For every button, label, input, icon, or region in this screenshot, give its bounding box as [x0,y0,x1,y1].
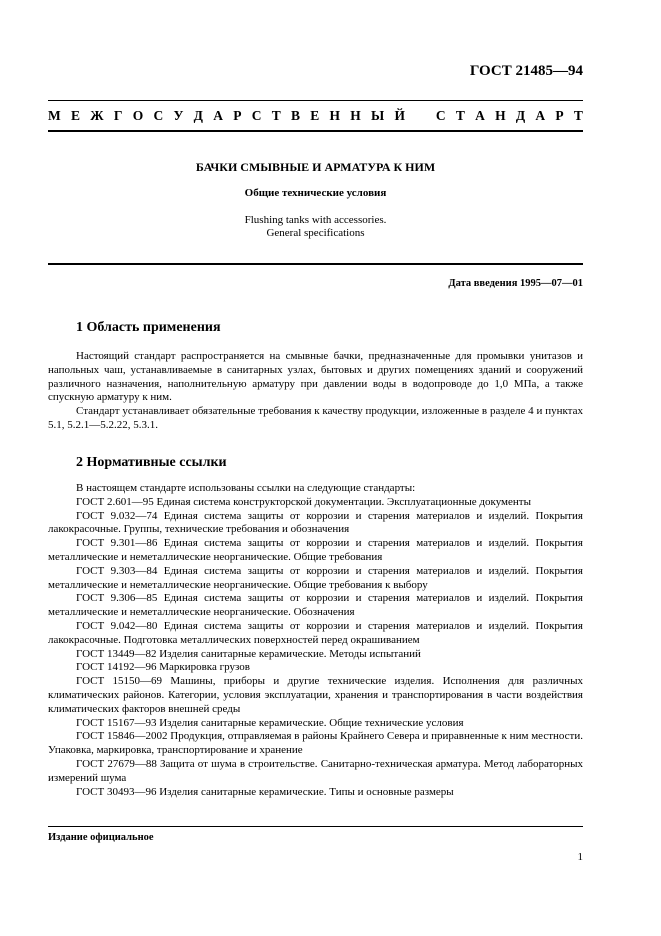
english-title-line1: Flushing tanks with accessories. [244,214,387,226]
band-letter: Й [394,108,406,123]
band-letter: Т [573,108,583,123]
reference-item: ГОСТ 9.306—85 Единая система защиты от коррозии и старения материалов и изделий. Покрытия металлические и неметаллические неорганические. Обозначения [48,592,583,619]
band-letter: О [132,108,144,123]
reference-item: ГОСТ 15167—93 Изделия санитарные керамические. Общие технические условия [76,716,464,729]
reference-item: ГОСТ 9.301—86 Единая система защиты от коррозии и старения материалов и изделий. Покрытия металлические и неметаллические неорганические. Общие требования [48,537,583,563]
reference-item: ГОСТ 13449—82 Изделия санитарные керамические. Методы испытаний [76,647,421,660]
band-letter: С [251,108,262,123]
band-letter: В [290,108,300,123]
paragraph: Настоящий стандарт распространяется на смывные бачки, предназначенные для промывки унитазов и напольных чаш, устанавливаемые в санитарных узлах, бытовых и других помещениях зданий и сооружений различного назначения, наполнительную арматуру при давлении воды в водопроводе до 1,0 МПа, а также спускную арматуру к ним. [48,350,583,404]
title-rule [48,263,583,265]
band-letter: Н [329,108,341,123]
band-letter: А [475,108,485,123]
band-letter: А [535,108,546,123]
interstate-standard-band [48,108,583,124]
band-letter: М [48,108,61,123]
page-number: 1 [577,851,583,863]
footer-rule [48,826,583,827]
reference-item: ГОСТ 30493—96 Изделия санитарные керамические. Типы и основные размеры [76,785,454,798]
reference-item: ГОСТ 27679—88 Защита от шума в строительстве. Санитарно-техническая арматура. Метод лабораторных измерений шума [48,757,583,784]
band-letter: У [173,108,184,123]
band-letter: Н [350,108,361,123]
reference-item: ГОСТ 9.032—74 Единая система защиты от коррозии и старения материалов и изделий. Покрытия лакокрасочные. Группы, технические требования и обозначения [48,509,583,536]
band-letter: Т [271,108,281,123]
band-letter: Р [555,108,564,123]
english-title-line2: General specifications [266,227,365,239]
band-letter: Н [495,108,506,123]
reference-item: ГОСТ 9.303—84 Единая система защиты от коррозии и старения материалов и изделий. Покрытия металлические и неметаллические неорганические. Общие требования к выбору [48,564,583,591]
band-letter: С [153,108,164,123]
band-letter: Р [233,108,242,123]
reference-item: ГОСТ 14192—96 Маркировка грузов [76,661,250,674]
section-2-heading: 2 Нормативные ссылки [76,455,227,470]
band-letter: Д [515,108,526,123]
document-code: ГОСТ 21485—94 [469,63,583,79]
section-1-heading: 1 Область применения [76,320,221,335]
band-letter: Е [71,108,81,123]
document-title: БАЧКИ СМЫВНЫЕ И АРМАТУРА К НИМ [195,160,436,174]
band-letter: С [435,108,446,123]
band-letter: Ы [371,108,385,123]
band-letter: Д [193,108,203,123]
band-letter: Е [310,108,320,123]
band-letter: Т [455,108,465,123]
band-letter: Г [113,108,123,123]
header-rule-top [48,100,583,101]
reference-item: ГОСТ 9.042—80 Единая система защиты от коррозии и старения материалов и изделий. Покрытия лакокрасочные. Подготовка металлических поверхностей перед окрашиванием [48,619,583,646]
section-2-body [48,482,583,799]
document-subtitle: Общие технические условия [244,187,387,199]
paragraph: В настоящем стандарте использованы ссылки на следующие стандарты: [76,482,416,494]
band-letter: А [213,108,223,123]
section-1-body [48,350,583,433]
reference-item: ГОСТ 2.601—95 Единая система конструкторской документации. Эксплуатационные документы [76,495,531,508]
edition-label: Издание официальное [48,832,154,843]
reference-item: ГОСТ 15846—2002 Продукция, отправляемая в районы Крайнего Севера и приравненные к ним местности. Упаковка, маркировка, транспортирование и хранение [48,730,583,757]
band-letter: Ж [90,108,104,123]
introduction-date: Дата введения 1995—07—01 [448,278,583,289]
header-rule-bottom [48,130,583,132]
reference-item: ГОСТ 15150—69 Машины, приборы и другие технические изделия. Исполнения для различных климатических районов. Категории, условия эксплуатации, хранения и транспортирования в части воздействия климатических факторов внешней среды [48,675,583,715]
paragraph: Стандарт устанавливает обязательные требования к качеству продукции, изложенные в разделе 4 и пунктах 5.1, 5.2.1—5.2.22, 5.3.1. [48,405,583,431]
